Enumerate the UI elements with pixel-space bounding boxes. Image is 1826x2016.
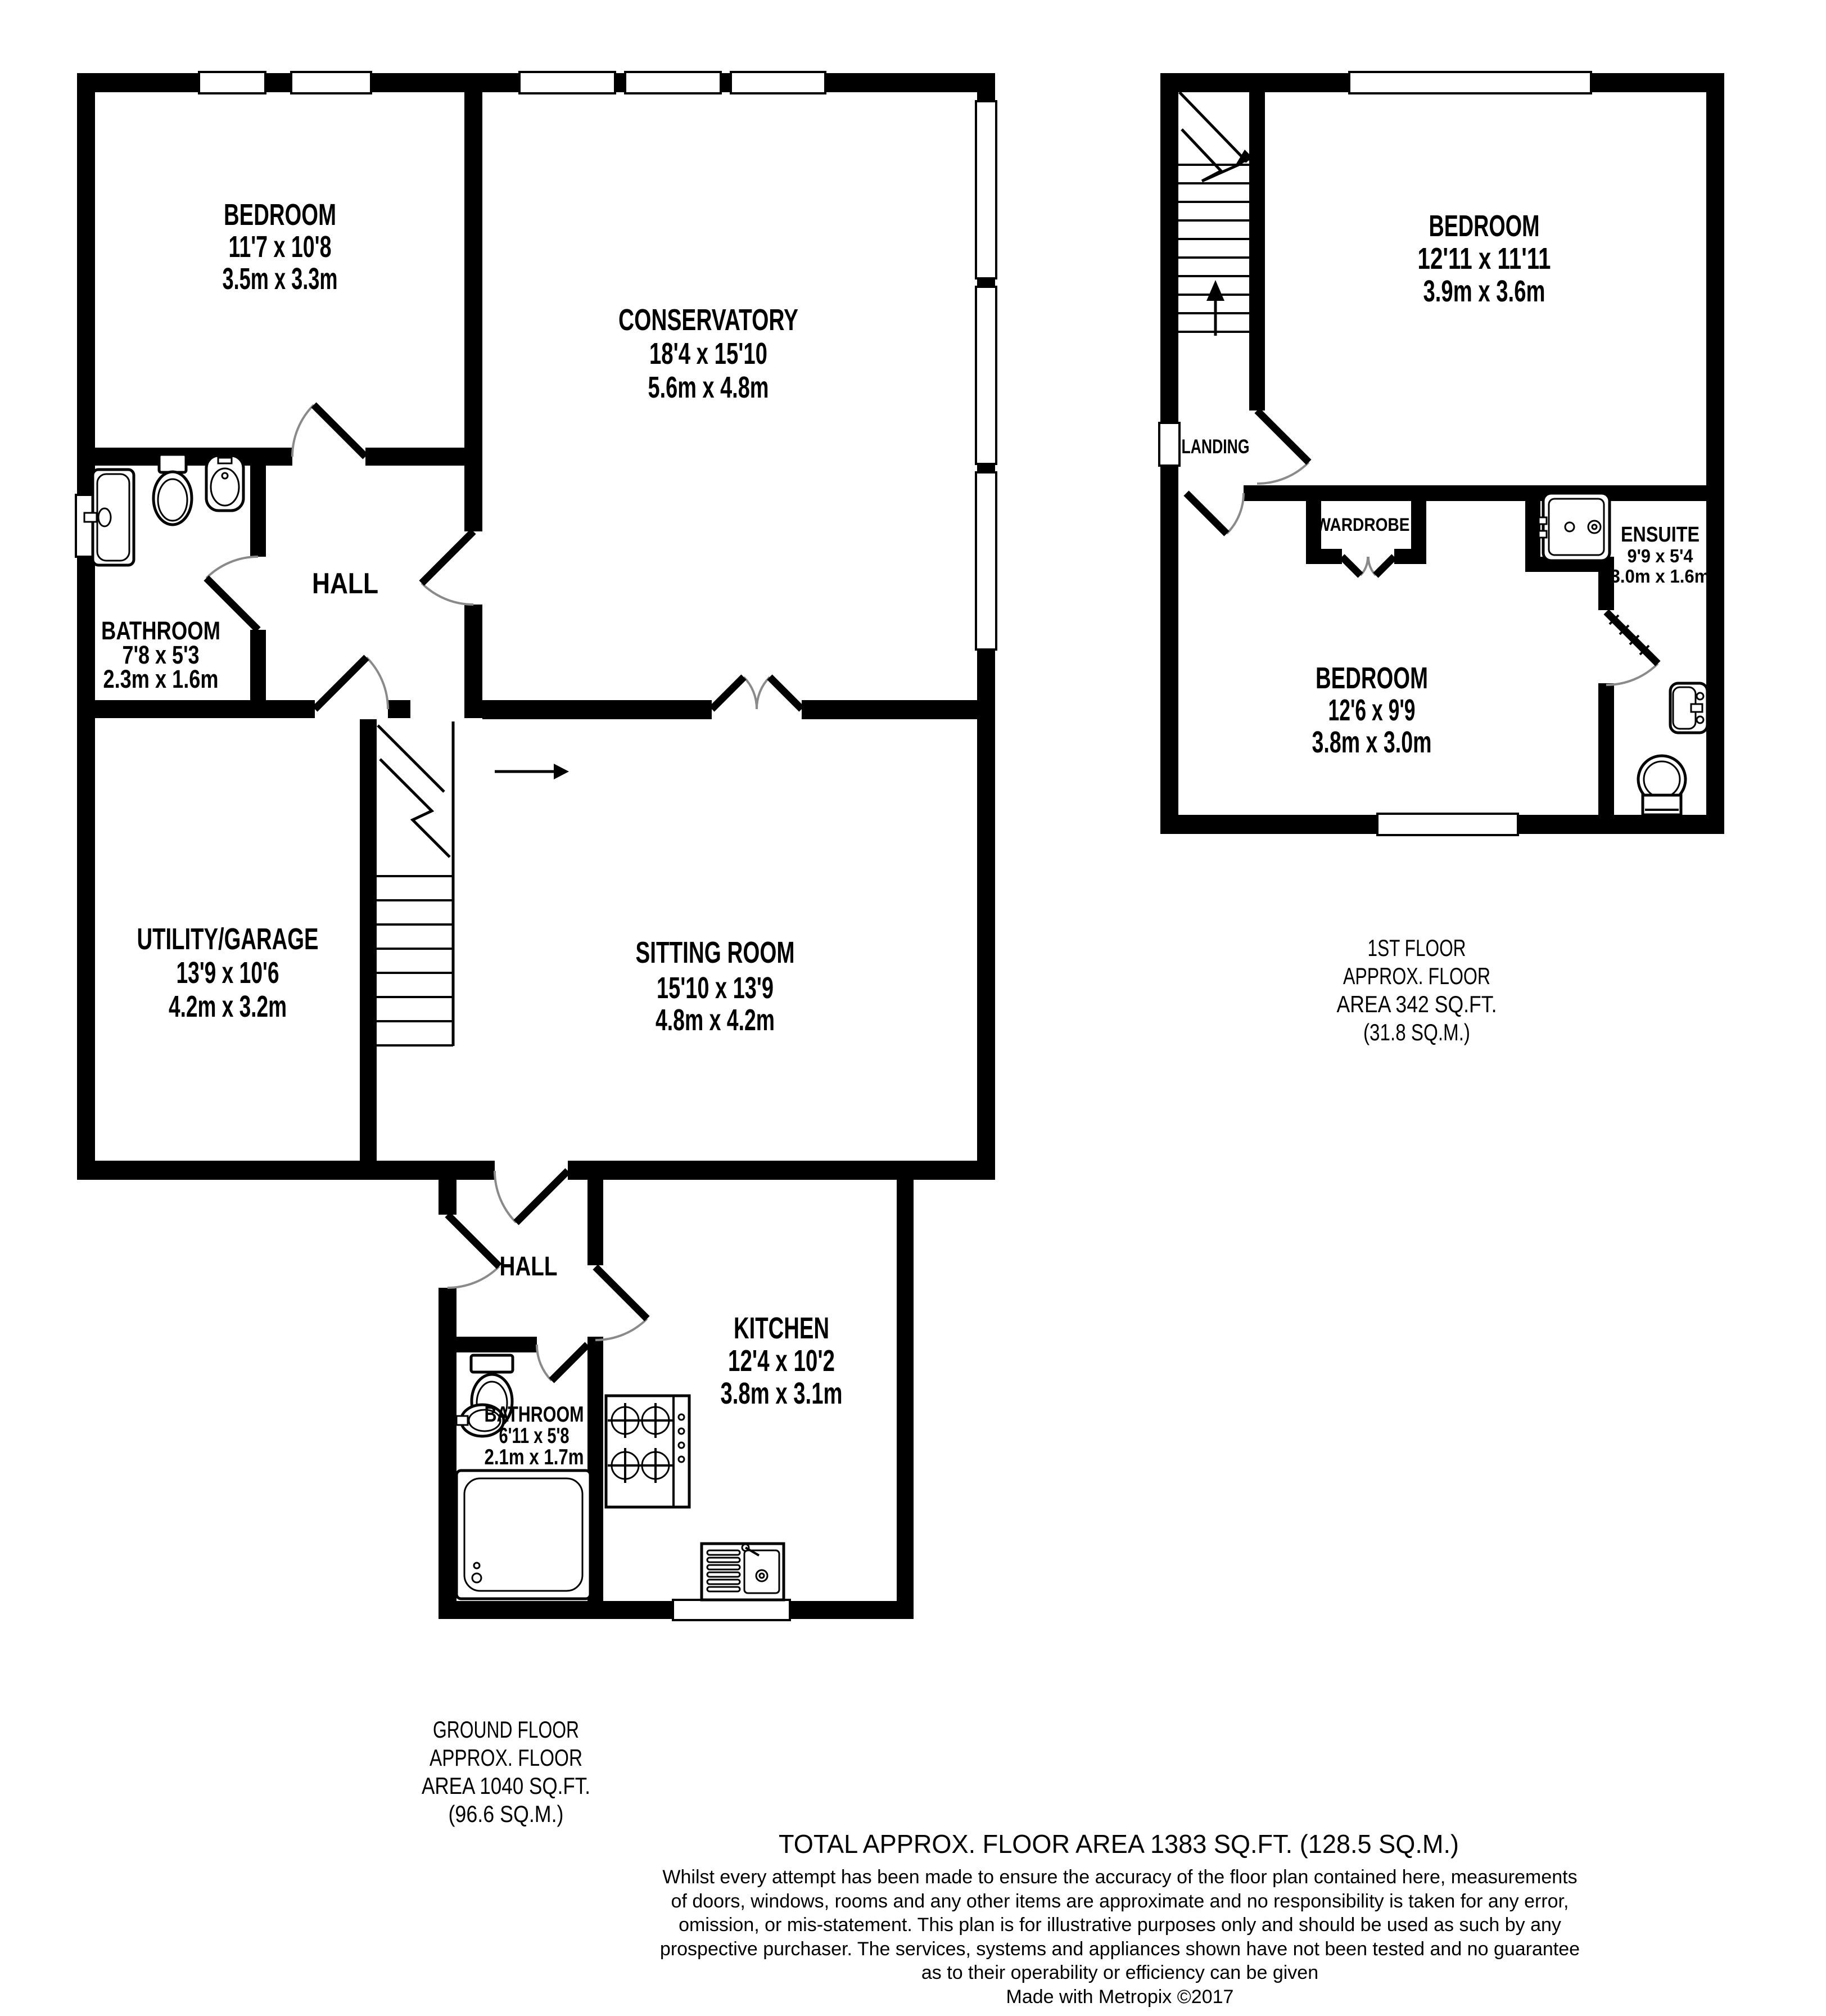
room-label: BATHROOM <box>101 616 220 645</box>
conservatory-window-side <box>976 472 996 650</box>
ff-wall-right <box>1706 73 1724 834</box>
room-size-ft: 11'7 x 10'8 <box>228 230 332 264</box>
hob-control-knob <box>679 1442 684 1448</box>
first-floor-area-label <box>1337 935 1497 1045</box>
gf-wall-kitchen-right <box>897 1180 914 1619</box>
stair-break-line <box>1179 92 1247 162</box>
room-label: BEDROOM <box>224 198 336 232</box>
area-label-line: AREA 342 SQ.FT. <box>1336 991 1497 1017</box>
room-size-m: 4.2m x 3.2m <box>169 990 287 1023</box>
ground-floor-plan <box>76 72 996 1620</box>
room-size-ft: 12'11 x 11'11 <box>1417 242 1551 276</box>
room-size-m: 3.5m x 3.3m <box>222 262 338 296</box>
bath-tap-icon <box>98 508 111 526</box>
total-area-label: TOTAL APPROX. FLOOR AREA 1383 SQ.FT. (128.5 SQ.M.) <box>779 1829 1459 1859</box>
bedroom-window <box>291 72 371 93</box>
room-size-ft: 6'11 x 5'8 <box>499 1424 570 1448</box>
door-arc <box>1227 493 1244 534</box>
area-label-line: GROUND FLOOR <box>433 1716 579 1743</box>
toilet-cistern-icon <box>159 454 186 472</box>
stairs-break-arrow-icon <box>1182 129 1242 181</box>
ground-floor-area-label <box>422 1716 590 1827</box>
room-label: UTILITY/GARAGE <box>137 922 319 956</box>
room-size-m: 2.3m x 1.6m <box>103 665 219 693</box>
bath-tap-icon <box>472 1573 481 1582</box>
sink-drainer-bar <box>707 1550 740 1555</box>
room-size-m: 3.8m x 3.1m <box>720 1377 843 1410</box>
room-label: HALL <box>499 1252 558 1282</box>
toilet-base <box>1643 795 1681 815</box>
hob-control-knob <box>679 1414 684 1420</box>
bedroom-window <box>199 72 265 93</box>
room-size-ft: 18'4 x 15'10 <box>649 337 767 371</box>
door-leaf <box>1257 411 1309 462</box>
disclaimer-line: Whilst every attempt has been made to ensure the accuracy of the floor plan contained here, measurements <box>662 1866 1578 1888</box>
room-size-ft: 12'4 x 10'2 <box>728 1344 835 1378</box>
area-label-line: AREA 1040 SQ.FT. <box>422 1773 590 1799</box>
sink-drain <box>760 1573 764 1578</box>
basin-tap-icon <box>1691 704 1702 712</box>
landing-window <box>1159 423 1179 466</box>
bath-inner <box>464 1478 582 1591</box>
room-size-m: 5.6m x 4.8m <box>648 371 769 404</box>
room-label: KITCHEN <box>734 1311 829 1345</box>
stair-break-line <box>378 725 444 792</box>
gf-walls <box>77 73 995 1619</box>
room-size-ft: 7'8 x 5'3 <box>122 641 200 669</box>
gf-wall-bedroom-bottom <box>77 448 482 466</box>
gf-wall-left <box>77 73 95 1180</box>
ff-wall-landing-divider <box>1244 485 1706 501</box>
ff-wall-stairwell <box>1249 91 1265 411</box>
footer-text <box>660 1829 1580 2008</box>
room-label: HALL <box>312 567 378 600</box>
basin-drain <box>222 473 228 479</box>
area-label-line: (31.8 SQ.M.) <box>1363 1019 1470 1045</box>
room-label: BEDROOM <box>1429 209 1540 243</box>
first-floor-plan <box>1159 72 1724 835</box>
area-label-line: APPROX. FLOOR <box>1343 963 1490 989</box>
area-label-line: APPROX. FLOOR <box>430 1744 582 1771</box>
room-size-ft: 15'10 x 13'9 <box>657 971 774 1005</box>
toilet-bowl-inner <box>1644 761 1680 797</box>
room-size-m: 3.9m x 3.6m <box>1423 274 1545 308</box>
bedroom-window <box>1377 814 1518 835</box>
gf-stairs <box>377 721 569 1046</box>
toilet-cistern-icon <box>471 1355 513 1372</box>
stairs-up-arrow-icon <box>1206 280 1224 301</box>
stairs-break-arrow-icon <box>380 759 450 857</box>
credit-line: Made with Metropix ©2017 <box>1006 1986 1234 2008</box>
room-label: LANDING <box>1181 436 1250 458</box>
room-size-ft: 12'6 x 9'9 <box>1328 693 1416 727</box>
gf-opening-hall-stairs <box>410 699 464 719</box>
bath-tap-icon <box>474 1563 480 1568</box>
room-size-m: 2.1m x 1.7m <box>484 1445 584 1469</box>
basin-knob <box>1697 716 1703 723</box>
sink-drainer-bar <box>707 1572 740 1577</box>
shower-tap-icon <box>1539 517 1547 524</box>
conservatory-window-top <box>519 72 615 93</box>
door-leaf <box>1186 493 1227 534</box>
bath-tap-icon <box>84 513 97 522</box>
gf-wall-bathroom-right-upper <box>250 466 266 557</box>
toilet-bowl-inner <box>158 479 187 521</box>
room-label: ENSUITE <box>1621 523 1700 547</box>
kitchen-window <box>673 1600 790 1620</box>
bedroom-window <box>1349 72 1591 93</box>
room-label: WARDROBE <box>1316 515 1410 535</box>
ff-stairs <box>1178 92 1254 336</box>
shower-drain <box>1565 522 1574 531</box>
gf-wall-kitchen-divider-upper <box>587 1180 603 1265</box>
conservatory-window-side <box>976 287 996 464</box>
gf-wall-bed-cons-divider <box>464 73 482 718</box>
conservatory-window-top <box>625 72 721 93</box>
disclaimer-line: as to their operability or efficiency can be given <box>921 1962 1319 1983</box>
sink-drainer-bar <box>707 1587 740 1591</box>
room-size-ft: 9'9 x 5'4 <box>1627 545 1694 566</box>
stairs-direction-arrow-icon <box>554 764 569 779</box>
hob-control-knob <box>679 1428 684 1434</box>
basin-tap-icon <box>456 1416 468 1425</box>
sink-drainer-bar <box>707 1565 740 1569</box>
disclaimer-line: of doors, windows, rooms and any other items are approximate and no responsibility is taken for any error, <box>671 1891 1569 1912</box>
basin-knob <box>1697 693 1703 700</box>
room-size-ft: 13'9 x 10'6 <box>176 956 279 990</box>
ensuite-door-arc <box>1606 664 1658 685</box>
gf-door-swings <box>206 405 802 1381</box>
disclaimer-line: prospective purchaser. The services, systems and appliances shown have not been tested and no guarantee <box>659 1938 1580 1960</box>
area-label-line: (96.6 SQ.M.) <box>448 1801 564 1827</box>
room-size-m: 3.0m x 1.6m <box>1610 566 1710 587</box>
room-label: BATHROOM <box>484 1402 584 1427</box>
area-label-line: 1ST FLOOR <box>1367 935 1466 961</box>
room-size-m: 4.8m x 4.2m <box>656 1003 775 1037</box>
door-arc <box>1257 462 1309 484</box>
gf-windows <box>76 72 996 1620</box>
hob-control-knob <box>679 1456 684 1462</box>
room-size-m: 3.8m x 3.0m <box>1312 725 1432 759</box>
gf-wall-utility-right <box>360 718 377 1161</box>
basin-tap-icon <box>218 458 232 463</box>
conservatory-window-top <box>731 72 825 93</box>
disclaimer-line: omission, or mis-statement. This plan is for illustrative purposes only and should be used as such by any <box>679 1914 1561 1936</box>
sink-drainer-bar <box>707 1558 740 1562</box>
ff-wall-ensuite-divider-b <box>1598 683 1614 815</box>
conservatory-window-side <box>976 101 996 278</box>
room-label: CONSERVATORY <box>618 303 798 337</box>
shower-head-icon <box>1592 525 1597 529</box>
shower-tap-icon <box>1539 531 1547 538</box>
room-label: BEDROOM <box>1316 661 1428 695</box>
room-label: SITTING ROOM <box>635 936 795 969</box>
sink-drainer-bar <box>707 1580 740 1584</box>
